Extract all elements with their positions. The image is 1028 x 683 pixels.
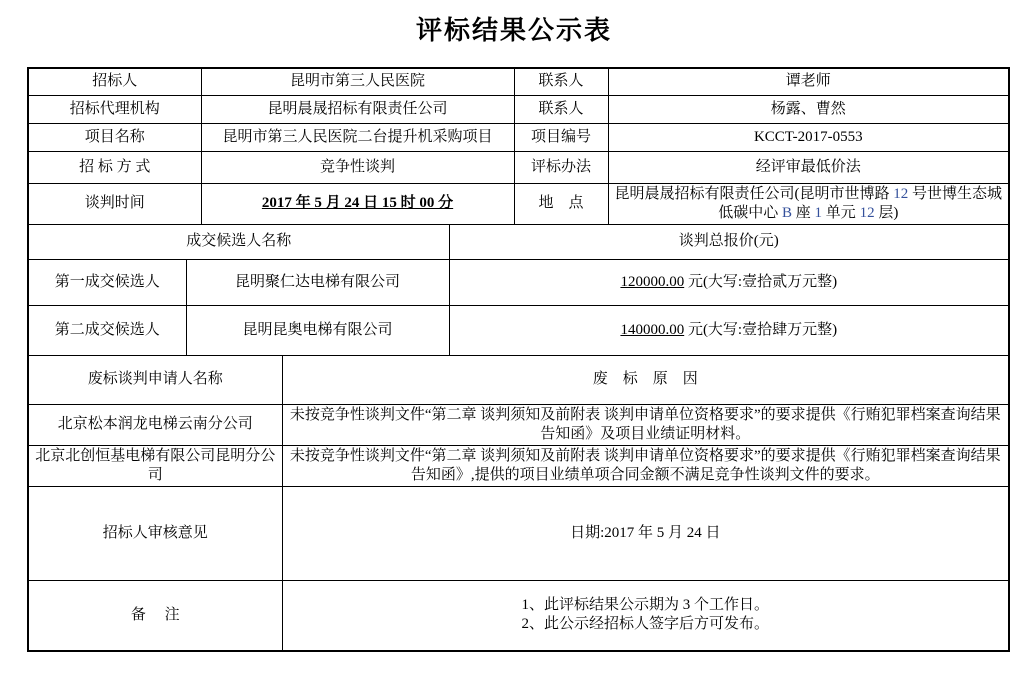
rejected1-company: 北京松本润龙电梯云南分公司	[28, 404, 282, 445]
bidder-label: 招标人	[28, 68, 201, 95]
method-row	[28, 151, 1009, 183]
project-row	[28, 123, 1009, 151]
evaluation-method-label: 评标办法	[514, 151, 608, 183]
rejected-name-header: 废标谈判申请人名称	[28, 355, 282, 404]
agency-row	[28, 95, 1009, 123]
negotiation-time-value	[201, 183, 514, 224]
candidate1-amount: 120000.00	[620, 273, 685, 290]
review-row	[28, 486, 1009, 580]
rejected-row-2	[28, 445, 1009, 486]
agency-label: 招标代理机构	[28, 95, 201, 123]
review-label: 招标人审核意见	[28, 486, 282, 580]
remarks-line-1: 1、此评标结果公示期为 3 个工作日。	[521, 597, 770, 614]
bidder-value: 昆明市第三人民医院	[201, 68, 514, 95]
project-name-value: 昆明市第三人民医院二台提升机采购项目	[201, 123, 514, 151]
remarks-row	[28, 580, 1009, 651]
bid-evaluation-result-table	[27, 67, 1010, 652]
candidate1-amount-words: 元(大写:壹拾贰万元整)	[684, 273, 838, 290]
total-price-header: 谈判总报价(元)	[449, 224, 1009, 259]
candidate2-amount: 140000.00	[620, 321, 685, 338]
remarks-content	[282, 580, 1009, 651]
candidate1-rank: 第一成交候选人	[28, 259, 186, 305]
bid-method-value: 竞争性谈判	[201, 151, 514, 183]
candidate-row-1	[28, 259, 1009, 305]
rejected-reason-header: 废 标 原 因	[282, 355, 1009, 404]
contact2-value: 杨露、曹然	[608, 95, 1009, 123]
contact1-value: 谭老师	[608, 68, 1009, 95]
candidate-name-header: 成交候选人名称	[28, 224, 449, 259]
candidate2-rank: 第二成交候选人	[28, 305, 186, 355]
rejected1-reason: 未按竞争性谈判文件“第二章 谈判须知及前附表 谈判申请单位资格要求”的要求提供《行贿犯罪档案查询结果告知函》及项目业绩证明材料。	[282, 404, 1009, 445]
location-label: 地 点	[514, 183, 608, 224]
negotiation-time-text: 2017 年 5 月 24 日 15 时 00 分	[261, 195, 454, 211]
candidate2-company: 昆明昆奥电梯有限公司	[186, 305, 449, 355]
rejected-header-row	[28, 355, 1009, 404]
contact2-label: 联系人	[514, 95, 608, 123]
candidates-header-row	[28, 224, 1009, 259]
remarks-label: 备 注	[28, 580, 282, 651]
evaluation-method-value: 经评审最低价法	[608, 151, 1009, 183]
agency-value: 昆明晨晟招标有限责任公司	[201, 95, 514, 123]
candidate1-company: 昆明聚仁达电梯有限公司	[186, 259, 449, 305]
candidate1-price	[449, 259, 1009, 305]
negotiation-time-label: 谈判时间	[28, 183, 201, 224]
negotiation-time-row	[28, 183, 1009, 224]
candidate2-amount-words: 元(大写:壹拾肆万元整)	[684, 321, 838, 338]
project-number-label: 项目编号	[514, 123, 608, 151]
rejected2-reason: 未按竞争性谈判文件“第二章 谈判须知及前附表 谈判申请单位资格要求”的要求提供《行贿犯罪档案查询结果告知函》,提供的项目业绩单项合同金额不满足竞争性谈判文件的要求。	[282, 445, 1009, 486]
project-name-label: 项目名称	[28, 123, 201, 151]
bid-method-label: 招 标 方 式	[28, 151, 201, 183]
location-value: 昆明晨晟招标有限责任公司(昆明市世博路 12 号世博生态城低碳中心 B 座 1 单元 12 层)	[608, 183, 1009, 224]
bidder-row	[28, 68, 1009, 95]
remarks-line-2: 2、此公示经招标人签字后方可发布。	[521, 616, 770, 633]
rejected-row-1	[28, 404, 1009, 445]
candidate-row-2	[28, 305, 1009, 355]
page-title: 评标结果公示表	[415, 16, 612, 45]
candidate2-price	[449, 305, 1009, 355]
review-date: 日期:2017 年 5 月 24 日	[282, 486, 1009, 580]
rejected2-company: 北京北创恒基电梯有限公司昆明分公司	[28, 445, 282, 486]
contact1-label: 联系人	[514, 68, 608, 95]
project-number-value: KCCT-2017-0553	[608, 123, 1009, 151]
